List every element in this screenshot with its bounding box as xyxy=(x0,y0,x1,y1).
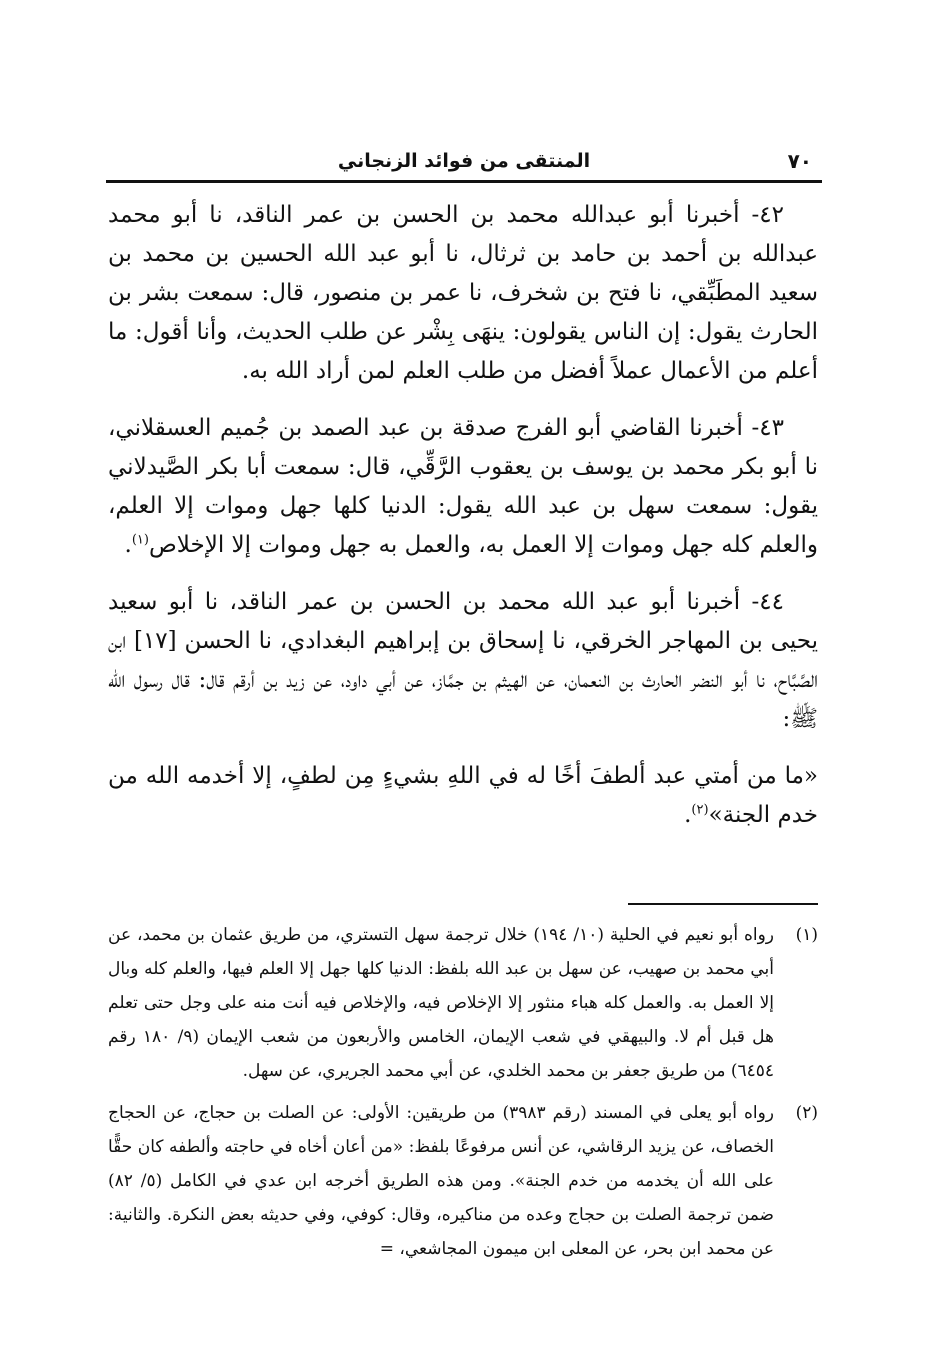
quote-text: «ما من أمتي عبد ألطفَ أخًا له في اللهِ بشيءٍ مِن لطفٍ، إلا أخدمه الله من خدم الجنة» xyxy=(108,763,818,828)
footnotes xyxy=(108,918,818,1274)
footnote-1 xyxy=(108,918,818,1088)
main-text xyxy=(108,196,818,853)
footnote-reference[interactable]: (٢) xyxy=(691,802,709,818)
footnote-text: رواه أبو نعيم في الحلية (١٠/ ١٩٤) خلال ترجمة سهل التستري، من طريق عثمان بن محمد، عن أبي محمد بن صهيب، عن سهل بن عبد الله بلفظ: الدنيا كلها جهل إلا العلم فيها، والعلم كله وبال إلا العمل به. والعمل كله هباء منثور إلا الإخلاص فيه، والإخلاص فيه أنت منه على وجل حتى تعلم هل قبل أم لا. والبيهقي في شعب الإيمان، الخامس والأربعون من شعب الإيمان (٩/ ١٨٠ رقم ٦٤٥٤) من طريق جعفر بن محمد الخلدي، عن أبي محمد الجريري، عن سهل. xyxy=(108,925,775,1081)
footnote-marker: (٢) xyxy=(795,1103,818,1123)
hadith-quote xyxy=(108,757,818,835)
hadith-text: أخبرنا القاضي أبو الفرج صدقة بن عبد الصمد بن جُميم العسقلاني، نا أبو بكر محمد بن يوسف بن يعقوب الرَّقِّي، قال: سمعت أبا بكر الصَّيدلاني يقول: سمعت سهل بن عبد الله يقول: الدنيا كلها جهل وموات إلا العلم، والعلم كله جهل وموات إلا العمل به، والعمل به جهل وموات إلا الإخلاص xyxy=(108,415,818,558)
page-number: ٧٠ xyxy=(787,149,812,173)
hadith-42 xyxy=(108,196,818,391)
hadith-number: ٤٣- xyxy=(751,415,784,441)
hadith-43 xyxy=(108,409,818,565)
running-header-title: المنتقى من فوائد الزنجاني xyxy=(337,150,591,172)
sentence-end: . xyxy=(124,532,132,558)
footnote-reference[interactable]: (١) xyxy=(131,532,149,548)
running-header xyxy=(108,146,820,182)
footnote-2 xyxy=(108,1096,818,1266)
footnote-marker: (١) xyxy=(795,925,818,945)
hadith-number: ٤٢- xyxy=(751,202,784,228)
hadith-text: أخبرنا أبو عبد الله محمد بن الحسن بن عمر الناقد، نا أبو سعيد يحيى بن المهاجر الخرقي، نا إسحاق بن إبراهيم البغدادي، نا الحسن [١٧] ابن الصَّبَّاح، نا أبو النضر الحارث بن النعمان، عن الهيثم بن جمَّاز، عن أبي داود، عن زيد بن أرقم قال: قال رسول الله ﷺ: xyxy=(108,589,819,732)
hadith-44 xyxy=(108,583,818,739)
footnote-separator xyxy=(628,903,818,905)
sentence-end: . xyxy=(684,802,692,828)
header-rule xyxy=(106,180,822,183)
hadith-text: أخبرنا أبو عبدالله محمد بن الحسن بن عمر الناقد، نا أبو محمد عبدالله بن أحمد بن حامد بن ثرثال، نا أبو عبد الله الحسين بن محمد بن سعيد المطَبِّقي، نا فتح بن شخرف، نا عمر بن منصور، قال: سمعت بشر بن الحارث يقول: إن الناس يقولون: ينهَى بِشْر عن طلب الحديث، وأنا أقول: ما أعلم من الأعمال عملاً أفضل من طلب العلم لمن أراد الله به. xyxy=(108,202,818,384)
footnote-text: رواه أبو يعلى في المسند (رقم ٣٩٨٣) من طريقين: الأولى: عن الصلت بن حجاج، عن الحجاج الخصاف، عن يزيد الرقاشي، عن أنس مرفوعًا بلفظ: «من أعان أخاه في حاجته وألطفه كان حقًّا على الله أن يخدمه من خدم الجنة». ومن هذه الطريق أخرجه ابن عدي في الكامل (٥/ ٨٢) ضمن ترجمة الصلت بن حجاج وعده من مناكيره، وقال: كوفي، وفي حديثه بعض النكرة. والثانية: عن محمد ابن بحر، عن المعلى ابن ميمون المجاشعي، = xyxy=(108,1103,774,1259)
hadith-number: ٤٤- xyxy=(751,589,784,615)
